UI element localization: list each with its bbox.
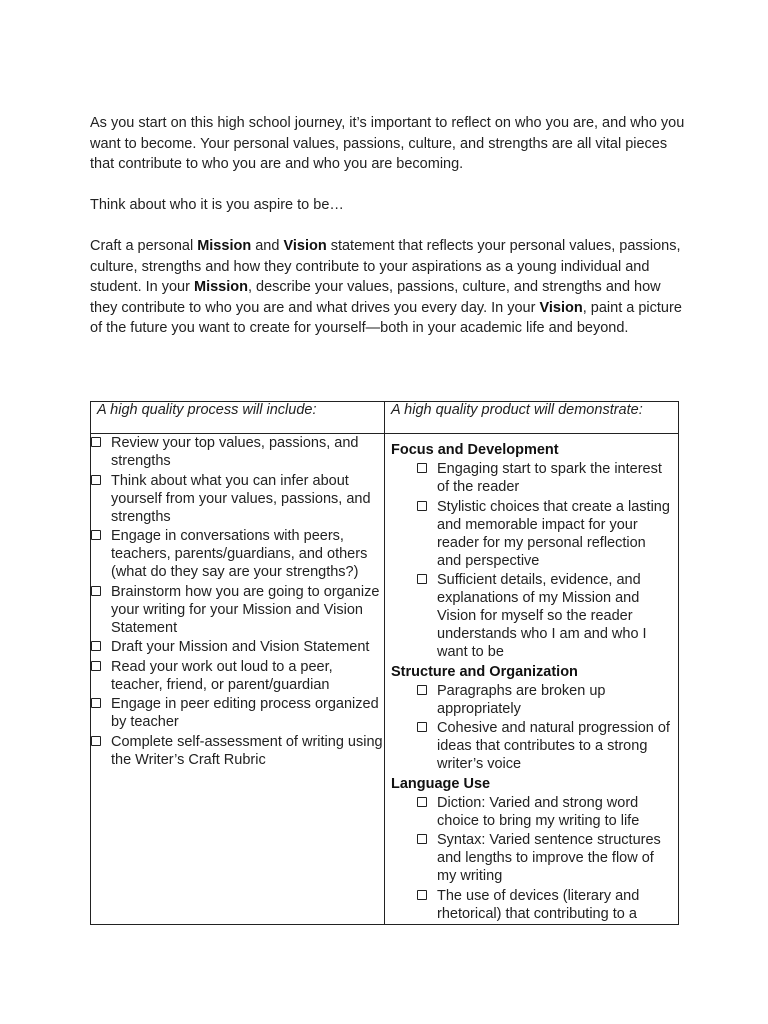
checklist-item (91, 472, 384, 526)
checklist-item (91, 527, 384, 581)
intro-paragraph-3 (90, 236, 685, 339)
checkbox-icon[interactable] (417, 834, 427, 844)
checklist-item-text: The use of devices (literary and rhetorical) that contributing to a (437, 887, 640, 922)
checklist-item-text: Engage in peer editing process organized by teacher (111, 696, 379, 730)
text-run: , describe your values, passions, culture, and strengths and how they contribute to who you are and what drives you every day. In your (90, 279, 661, 316)
checklist-item (91, 658, 384, 694)
product-checklist (385, 434, 678, 923)
checkbox-icon[interactable] (417, 685, 427, 695)
checkbox-icon[interactable] (417, 722, 427, 732)
intro-text (90, 113, 685, 359)
checkbox-icon[interactable] (91, 530, 101, 540)
product-cell (385, 434, 679, 925)
checklist-item-text: Engage in conversations with peers, teachers, parents/guardians, and others (what do they say are your strengths?) (111, 528, 368, 580)
text-run: statement that reflects your personal values, passions, culture, strengths and how they contribute to your aspirations as a young individual and student. In your (90, 238, 681, 295)
checklist-item (417, 571, 672, 661)
text-run: Craft a personal (90, 238, 198, 254)
checklist-item-text: Stylistic choices that create a lasting and memorable impact for your reader for my personal reflection and perspective (437, 498, 670, 569)
checkbox-icon[interactable] (91, 736, 101, 746)
product-section-title: Structure and Organization (391, 663, 578, 680)
checklist-item (417, 498, 672, 570)
checkbox-icon[interactable] (417, 574, 427, 584)
checklist-item (91, 695, 384, 731)
checkbox-icon[interactable] (417, 890, 427, 900)
checklist-item-text: Paragraphs are broken up appropriately (437, 682, 606, 717)
checklist-item (91, 733, 384, 769)
checklist-item (417, 719, 672, 773)
checklist-item-text: Syntax: Varied sentence structures and lengths to improve the flow of my writing (437, 832, 661, 884)
checklist-item-text: Cohesive and natural progression of ideas that contributes to a strong writer’s voice (437, 720, 670, 772)
checklist-item-text: Review your top values, passions, and strengths (111, 435, 359, 469)
bold-mission: Mission (197, 238, 252, 254)
bold-vision: Vision (283, 238, 327, 254)
checkbox-icon[interactable] (91, 698, 101, 708)
checklist-item (91, 434, 384, 470)
checkbox-icon[interactable] (91, 586, 101, 596)
text-run: , paint a picture of the future you want to create for yourself—both in your academic life and beyond. (90, 299, 682, 336)
product-section-list (391, 794, 672, 923)
checklist-item-text: Engaging start to spark the interest of the reader (437, 461, 662, 495)
checklist-item-text: Think about what you can infer about yourself from your values, passions, and strengths (111, 472, 371, 525)
checklist-item (417, 887, 672, 923)
bold-vision: Vision (539, 299, 583, 316)
process-checklist (91, 434, 384, 769)
process-header: A high quality process will include: (91, 402, 385, 434)
checklist-item-text: Draft your Mission and Vision Statement (111, 639, 370, 655)
process-cell (91, 434, 385, 925)
checklist-item (91, 638, 384, 656)
rubric-table (90, 401, 679, 925)
checklist-item-text: Read your work out loud to a peer, teacher, friend, or parent/guardian (111, 658, 333, 693)
product-header: A high quality product will demonstrate: (385, 402, 679, 434)
checklist-item-text: Diction: Varied and strong word choice to bring my writing to life (437, 794, 640, 829)
bold-mission: Mission (193, 279, 248, 295)
text-run: and (251, 238, 284, 254)
checklist-item (417, 460, 672, 496)
checkbox-icon[interactable] (91, 641, 101, 651)
checkbox-icon[interactable] (417, 501, 427, 511)
checkbox-icon[interactable] (417, 463, 427, 473)
checklist-item (417, 682, 672, 718)
checkbox-icon[interactable] (91, 661, 101, 671)
checkbox-icon[interactable] (417, 797, 427, 807)
checklist-item-text: Brainstorm how you are going to organize your writing for your Mission and Vision Statement (111, 583, 380, 636)
product-section-list (391, 682, 672, 774)
product-section-list (391, 460, 672, 661)
product-section-title: Focus and Development (391, 442, 559, 458)
checkbox-icon[interactable] (91, 475, 101, 485)
intro-paragraph-1: As you start on this high school journey, it’s important to reflect on who you are, and who you want to become. Your personal values, passions, culture, and strengths are all vital pieces that contribute to who you are and who you are becoming. (90, 115, 685, 172)
checklist-item (417, 831, 672, 885)
intro-paragraph-2: Think about who it is you aspire to be… (90, 197, 344, 213)
checklist-item (91, 583, 384, 637)
checklist-item (417, 794, 672, 830)
checkbox-icon[interactable] (91, 437, 101, 447)
product-section-title: Language Use (391, 775, 491, 792)
checklist-item-text: Complete self-assessment of writing using the Writer’s Craft Rubric (111, 733, 383, 768)
checklist-item-text: Sufficient details, evidence, and explanations of my Mission and Vision for myself so the reader understands who I am and who I want to be (437, 572, 647, 660)
